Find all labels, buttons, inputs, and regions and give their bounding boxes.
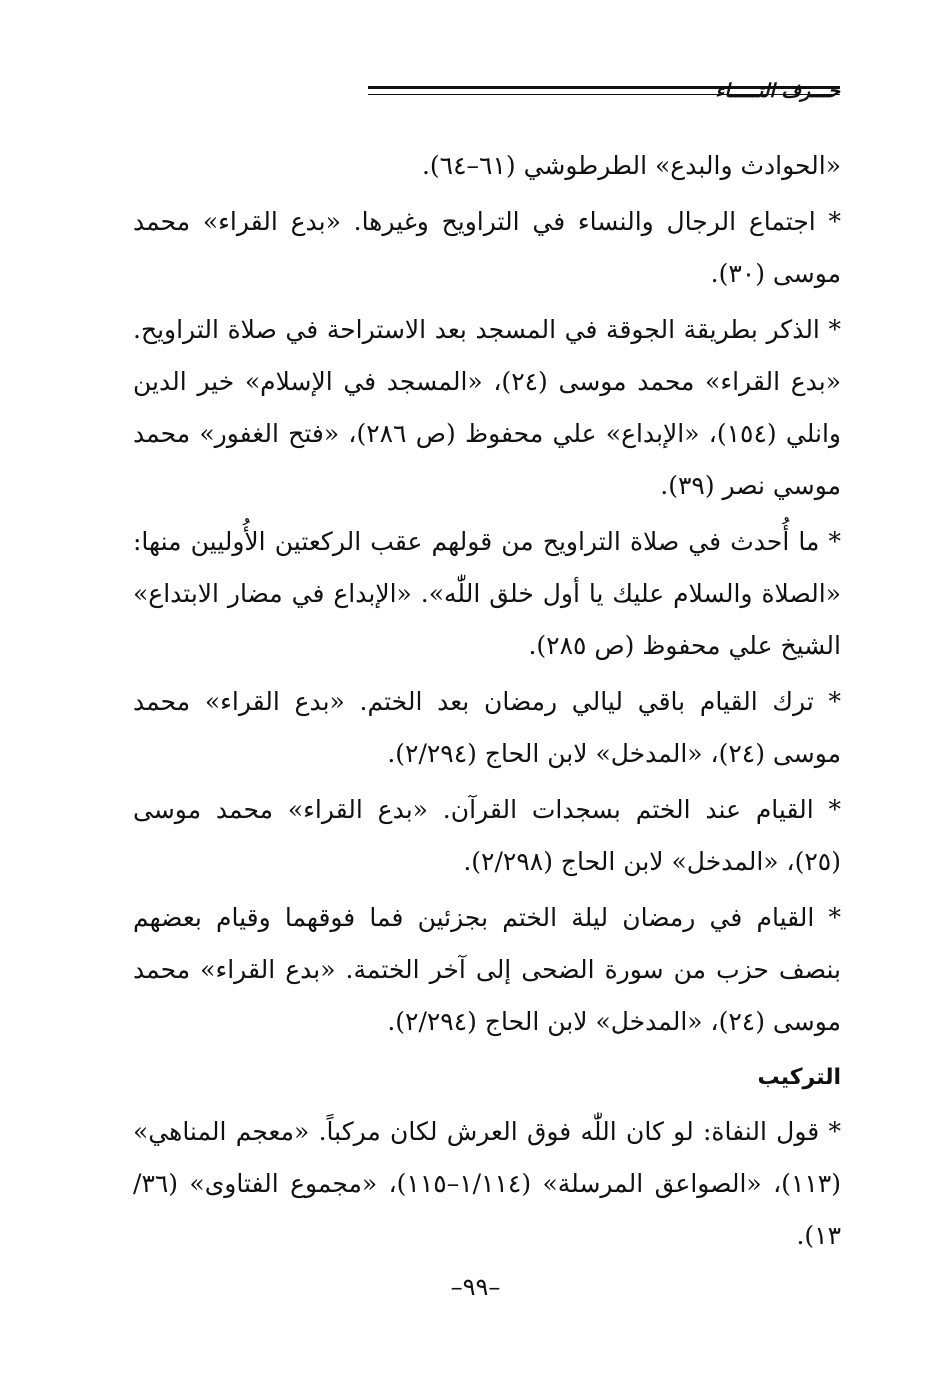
paragraph: * الذكر بطريقة الجوقة في المسجد بعد الاستراحة في صلاة التراويح. «بدع القراء» محمد موسى (٢٤)، «المسجد في الإسلام» خير الدين وانلي (١٥٤)، «الإبداع» علي محفوظ (ص ٢٨٦)، «فتح الغفور» محمد موسي نصر (٣٩). (133, 315, 841, 500)
paragraph: * ما أُحدث في صلاة التراويح من قولهم عقب الركعتين الأُوليين منها: «الصلاة والسلام عليك يا أول خلق اللّٰه». «الإبداع في مضار الابتداع» الشيخ علي محفوظ (ص ٢٨٥). (133, 527, 841, 660)
paragraph: * القيام عند الختم بسجدات القرآن. «بدع القراء» محمد موسى (٢٥)، «المدخل» لابن الحاج (٢/٢٩٨). (133, 795, 841, 876)
page-number: –٩٩– (450, 1273, 501, 1301)
page-header (130, 72, 840, 112)
paragraph: * ترك القيام باقي ليالي رمضان بعد الختم. «بدع القراء» محمد موسى (٢٤)، «المدخل» لابن الحاج (٢/٢٩٤). (133, 687, 841, 768)
paragraph: * قول النفاة: لو كان اللّٰه فوق العرش لكان مركباً. «معجم المناهي» (١١٣)، «الصواعق المرسلة» (١/١١٤–١١٥)، «مجموع الفتاوى» (٣٦/ ١٣). (133, 1117, 841, 1250)
header-title: حـــرف التـــــاء (715, 80, 840, 102)
paragraph: * القيام في رمضان ليلة الختم بجزئين فما فوقهما وقيام بعضهم بنصف حزب من سورة الضحى إلى آخر الختمة. «بدع القراء» محمد موسى (٢٤)، «المدخل» لابن الحاج (٢/٢٩٤). (133, 903, 841, 1036)
paragraph: «الحوادث والبدع» الطرطوشي (٦١–٦٤). (421, 151, 841, 180)
section-heading: التركيب (757, 1065, 841, 1090)
paragraph: * اجتماع الرجال والنساء في التراويح وغيرها. «بدع القراء» محمد موسى (٣٠). (133, 207, 841, 288)
page-body (133, 140, 841, 1266)
